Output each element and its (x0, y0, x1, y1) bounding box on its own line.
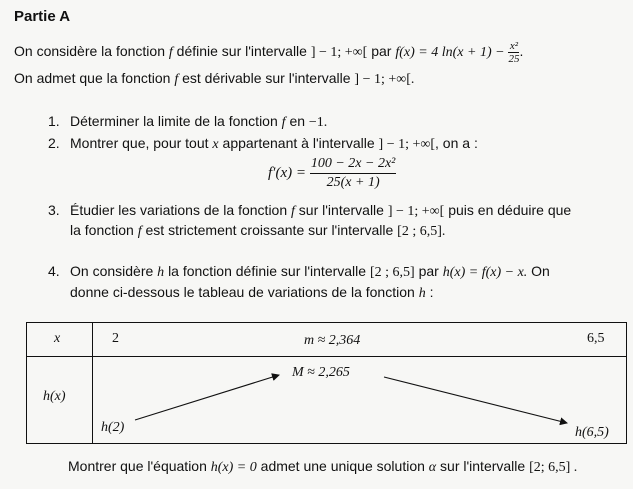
table-max-value: M ≈ 2,265 (292, 365, 350, 380)
intro-text-b: définie sur l'intervalle (176, 43, 307, 60)
table-x-mid-text: m ≈ 2,364 (304, 333, 361, 348)
q2-number: 2. (48, 135, 60, 151)
q2-fraction-num: 100 − 2x − 2x² (310, 155, 397, 174)
intro-line-2 (14, 70, 414, 88)
q4-line-1 (70, 263, 550, 281)
intro-l2-f: f (174, 72, 179, 87)
q2-formula (268, 155, 396, 192)
section-title: Partie A (14, 8, 71, 25)
q4-c: par (418, 263, 439, 279)
q1-val: −1. (308, 115, 328, 130)
intro-fraction-num: x² (509, 40, 519, 52)
intro-line-1 (14, 40, 523, 65)
q4-e: donne ci-dessous le tableau de variations de la fonction (70, 284, 415, 300)
q4-a: On considère (70, 263, 154, 279)
q4-h: h (157, 265, 165, 280)
q2-x: x (212, 137, 219, 152)
q4-h2: h (418, 286, 426, 301)
q4-f: : (429, 284, 434, 300)
q3-a: Étudier les variations de la fonction (70, 202, 288, 218)
final-question (68, 458, 577, 476)
table-end-value: h(6,5) (575, 425, 609, 440)
intro-fx: f(x) = 4 ln(x + 1) − (395, 45, 505, 61)
q2-interval: ] − 1; +∞[ (378, 137, 436, 152)
variation-table (26, 322, 627, 444)
increasing-arrow (135, 375, 279, 420)
intro-l2-a: On admet que la fonction (14, 70, 171, 86)
variation-arrows (27, 323, 626, 443)
q2-text-b: appartenant à l'intervalle (222, 135, 375, 151)
intro-fraction (508, 40, 519, 65)
intro-text-a: On considère la fonction (14, 43, 165, 60)
q4-line-2 (70, 284, 433, 302)
q3-e: est strictement croissante sur l'intervalle (145, 222, 394, 238)
q1-number: 1. (48, 113, 60, 129)
intro-l2-interval: ] − 1; +∞[. (354, 72, 415, 87)
q2-fprime: f′(x) = (268, 165, 306, 182)
table-h-label: h(x) (43, 389, 66, 404)
q3-interval2: [2 ; 6,5]. (397, 224, 446, 239)
intro-fraction-den: 25 (508, 53, 520, 65)
q1-en: en (289, 113, 306, 129)
q1-text-a: Déterminer la limite de la fonction (70, 113, 278, 129)
intro-text-c: par (371, 43, 392, 60)
q3-f: f (291, 204, 295, 219)
final-alpha: α (428, 460, 437, 475)
q3-d: la fonction (70, 222, 134, 238)
q1-f: f (281, 115, 286, 130)
q3-number: 3. (48, 202, 60, 218)
q3-interval: ] − 1; +∞[ (387, 204, 445, 219)
q2-text-a: Montrer que, pour tout (70, 135, 209, 151)
q4-number: 4. (48, 263, 60, 279)
q3-f2: f (137, 224, 142, 239)
q4-hx: h(x) = f(x) − x. (442, 265, 528, 280)
final-c: sur l'intervalle (440, 458, 526, 474)
q2-fraction (310, 155, 397, 192)
intro-f: f (168, 45, 173, 61)
q1-text (70, 113, 327, 131)
q2-fraction-den: 25(x + 1) (326, 175, 380, 190)
final-b: admet une unique solution (260, 458, 425, 474)
q3-line-1 (70, 202, 571, 220)
q4-b: la fonction définie sur l'intervalle (168, 263, 367, 279)
table-start-value: h(2) (101, 420, 125, 435)
q3-b: sur l'intervalle (298, 202, 384, 218)
q3-c: puis en déduire que (448, 202, 572, 218)
q4-d: On (531, 263, 550, 279)
table-x-start: 2 (112, 331, 119, 346)
intro-interval: ] − 1; +∞[ (310, 45, 368, 61)
q2-text (70, 135, 478, 153)
q2-text-c: , on a : (435, 135, 478, 151)
intro-period: . (519, 43, 524, 60)
q4-interval: [2 ; 6,5] (369, 265, 415, 280)
final-interval: [2; 6,5] . (529, 460, 578, 475)
decreasing-arrow (384, 377, 567, 423)
table-x-label: x (54, 331, 61, 346)
q3-line-2 (70, 222, 445, 240)
final-a: Montrer que l'équation (68, 458, 207, 474)
final-eq: h(x) = 0 (210, 460, 257, 475)
intro-l2-b: est dérivable sur l'intervalle (182, 70, 351, 86)
table-x-end: 6,5 (587, 331, 605, 346)
